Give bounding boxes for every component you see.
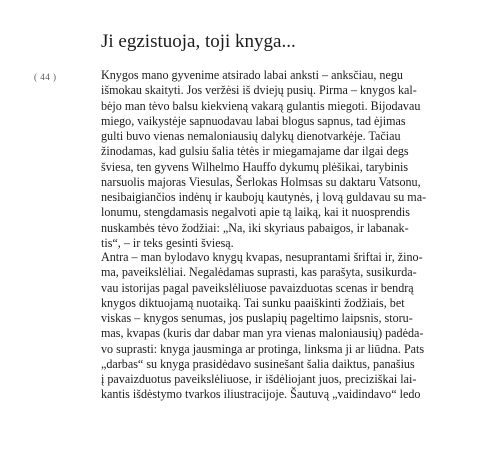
text-line: bėjo man tėvo balsu kiekvieną vakarą gulantis miegoti. Bijodavau <box>101 98 421 113</box>
text-line: „darbas“ su knyga prasidėdavo susinešant šalia daiktus, panašius <box>101 356 415 371</box>
text-line: žinodamas, kad gulsiu šalia tėtės ir miegamajame dar ilgai degs <box>101 144 409 159</box>
text-line: nesibaigiančios indėnų ir kaubojų kautynės, į lovą guldavau su ma- <box>101 190 427 204</box>
text-line: miego, vaikystėje sapnuodavau labai blogus sapnus, tad ėjimas <box>101 113 406 128</box>
page-heading: Ji egzistuoja, toji knyga... <box>101 31 296 52</box>
text-line: knygos diktuojamą nuotaiką. Tai sunku paaiškinti žodžiais, bet <box>101 295 405 310</box>
text-line: vau istorijas pagal paveikslėliuose pavaizduotas scenas ir bendrą <box>101 280 414 295</box>
text-line: ma, paveikslėliai. Negalėdamas suprasti, kas parašyta, susikurda- <box>101 265 417 280</box>
text-line: tis“, – ir teks gesinti šviesą. <box>101 235 234 250</box>
text-line: lonumu, stengdamasis negalvoti apie tą laiką, kai it nuosprendis <box>101 205 410 220</box>
text-line: nuskambės tėvo žodžiai: „Na, iki skyriaus pabaigos, ir labanak- <box>101 220 409 235</box>
text-line: kantis išdėstymo tvarkos iliustracijoje. Šautuvą „vaidindavo“ ledo <box>101 387 421 402</box>
paragraph-1 <box>101 68 461 251</box>
paragraph-2 <box>101 250 461 403</box>
page-number: ( 44 ) <box>34 72 57 82</box>
text-line: mas, kvapas (kuris dar dabar man yra vienas maloniausių) padėda- <box>101 326 424 341</box>
text-line: narsuolis majoras Viesulas, Šerlokas Holmsas su daktaru Vatsonu, <box>101 174 421 189</box>
text-line: išmokau skaityti. Jos veržėsi iš dviejų pusių. Pirma – knygos kal- <box>101 83 417 98</box>
text-line: Knygos mano gyvenime atsirado labai anksti – anksčiau, negu <box>101 68 403 82</box>
text-line: šviesa, ten gyvens Wilhelmo Hauffo dykumų plėšikai, tarybinis <box>101 159 409 174</box>
text-line: Antra – man bylodavo knygų kvapas, nesuprantami šriftai ir, žino- <box>101 250 423 264</box>
text-line: viskas – knygos senumas, jos puslapių pageltimo laipsnis, storu- <box>101 311 413 325</box>
text-line: į pavaizduotus paveikslėliuose, ir išdėliojant juos, preciziškai lai- <box>101 372 417 386</box>
text-line: gulti buvo vienas nemaloniausių dalykų dienotvarkėje. Tačiau <box>101 129 401 143</box>
text-line: vo suprasti: knyga jausminga ar protinga, linksma ji ar liūdna. Pats <box>101 341 425 356</box>
